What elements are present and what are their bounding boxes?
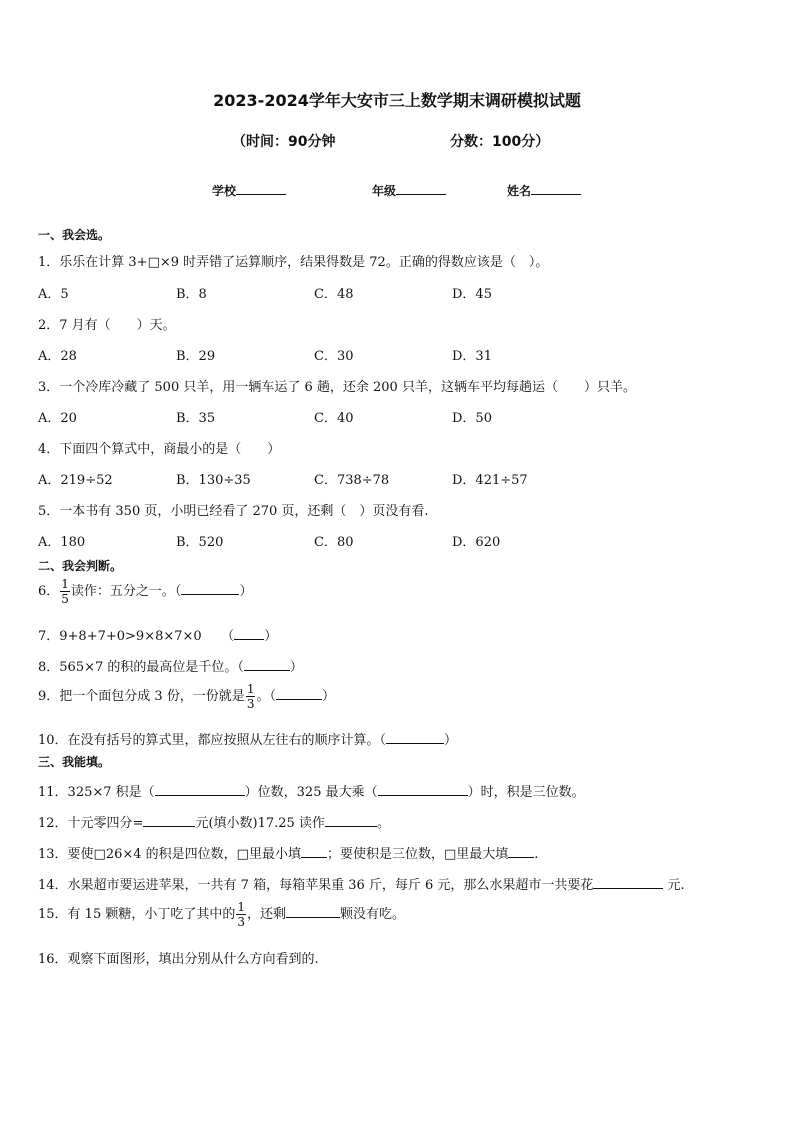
fraction-one-third	[236, 901, 246, 928]
q9-suffix: 。（	[256, 689, 276, 704]
grade-blank[interactable]	[396, 182, 446, 195]
school-field[interactable]	[212, 182, 286, 199]
fraction-numerator: 1	[237, 900, 245, 914]
q6-end: ）	[239, 584, 253, 599]
name-field[interactable]	[507, 182, 581, 199]
q11-answer-blank-1[interactable]	[155, 783, 245, 796]
q14-text-a: 14．水果超市要运进苹果，一共有 7 箱，每箱苹果重 36 斤，每斤 6 元，那么水果超市一共要花	[38, 878, 594, 893]
q4-option-a[interactable]: A．219÷52	[38, 473, 113, 488]
q12-text-c: 。	[376, 816, 390, 831]
q9-end: ）	[321, 689, 335, 704]
fraction-denominator: 3	[237, 915, 245, 929]
q15-text-c: 颗没有吃。	[340, 907, 406, 922]
question-4: 4．下面四个算式中，商最小的是（ ）	[38, 442, 281, 457]
name-label: 姓名	[507, 184, 532, 198]
question-16: 16．观察下面图形，填出分别从什么方向看到的.	[38, 952, 319, 967]
grade-label: 年级	[372, 184, 397, 198]
exam-time: （时间：90分钟	[232, 134, 336, 150]
q5-option-d[interactable]: D．620	[452, 535, 501, 550]
question-14	[38, 874, 685, 893]
grade-field[interactable]	[372, 182, 446, 199]
question-10	[38, 729, 457, 748]
q12-answer-blank-1[interactable]	[143, 814, 195, 827]
q2-option-d[interactable]: D．31	[452, 349, 492, 364]
q11-text-b: ）位数，325 最大乘（	[244, 785, 378, 800]
q12-text-b: 元(填小数)17.25 读作	[195, 816, 325, 831]
q6-answer-blank[interactable]	[181, 582, 239, 595]
section-heading-judge: 二、我会判断。	[38, 559, 123, 573]
fraction-one-fifth	[60, 578, 70, 605]
q7-end: ）	[264, 629, 278, 644]
q2-option-a[interactable]: A．28	[38, 349, 77, 364]
q11-text-a: 11．325×7 积是（	[38, 785, 155, 800]
question-1: 1．乐乐在计算 3+□×9 时弄错了运算顺序，结果得数是 72。正确的得数应该是（ ）。	[38, 255, 549, 270]
q13-text-c: .	[534, 847, 539, 862]
question-3: 3．一个冷库冷藏了 500 只羊，用一辆车运了 6 趟，还余 200 只羊，这辆车平均每趟运（ ）只羊。	[38, 380, 636, 395]
q12-answer-blank-2[interactable]	[325, 814, 377, 827]
q12-text-a: 12．十元零四分=	[38, 816, 144, 831]
fraction-numerator: 1	[61, 577, 69, 591]
question-6	[38, 578, 252, 605]
q7-answer-blank[interactable]	[234, 627, 264, 640]
question-7	[38, 625, 277, 644]
section-heading-fill: 三、我能填。	[38, 755, 111, 769]
q8-text: 8．565×7 的积的最高位是千位。（	[38, 660, 244, 675]
q3-option-c[interactable]: C．40	[314, 411, 354, 426]
q9-answer-blank[interactable]	[276, 687, 322, 700]
q7-text: 7．9+8+7+0>9×8×7×0 （	[38, 629, 235, 644]
q13-text-b: ；要使积是三位数，□里最大填	[326, 847, 509, 862]
q5-option-b[interactable]: B．520	[176, 535, 224, 550]
q15-text-a: 15．有 15 颗糖，小丁吃了其中的	[38, 907, 236, 922]
q1-option-a[interactable]: A．5	[38, 287, 69, 302]
fraction-denominator: 3	[246, 697, 255, 711]
q11-answer-blank-2[interactable]	[378, 783, 468, 796]
q13-answer-blank-2[interactable]	[508, 845, 534, 858]
q8-end: ）	[289, 660, 303, 675]
q13-answer-blank-1[interactable]	[301, 845, 327, 858]
question-13	[38, 843, 538, 862]
q4-option-b[interactable]: B．130÷35	[176, 473, 251, 488]
question-8	[38, 656, 303, 675]
q4-option-c[interactable]: C．738÷78	[314, 473, 390, 488]
q14-text-b: 元.	[663, 878, 685, 893]
q4-option-d[interactable]: D．421÷57	[452, 473, 528, 488]
page-title: 2023-2024学年大安市三上数学期末调研模拟试题	[213, 91, 581, 110]
q3-option-d[interactable]: D．50	[452, 411, 492, 426]
q5-option-a[interactable]: A．180	[38, 535, 86, 550]
school-label: 学校	[212, 184, 237, 198]
q2-option-b[interactable]: B．29	[176, 349, 216, 364]
name-blank[interactable]	[531, 182, 581, 195]
question-5: 5．一本书有 350 页，小明已经看了 270 页，还剩（ ）页没有看.	[38, 504, 429, 519]
q6-prefix: 6．	[38, 584, 60, 599]
q3-option-a[interactable]: A．20	[38, 411, 77, 426]
q2-option-c[interactable]: C．30	[314, 349, 354, 364]
school-blank[interactable]	[236, 182, 286, 195]
q14-answer-blank[interactable]	[593, 876, 663, 889]
q5-option-c[interactable]: C．80	[314, 535, 354, 550]
q3-option-b[interactable]: B．35	[176, 411, 216, 426]
question-11	[38, 781, 585, 800]
q8-answer-blank[interactable]	[244, 658, 290, 671]
question-2: 2．7 月有（ ）天。	[38, 318, 176, 333]
question-9	[38, 683, 335, 710]
question-15	[38, 901, 405, 928]
q10-text: 10．在没有括号的算式里，都应按照从左往右的顺序计算。（	[38, 733, 387, 748]
q15-answer-blank[interactable]	[286, 905, 340, 918]
q1-option-c[interactable]: C．48	[314, 287, 354, 302]
q10-end: ）	[444, 733, 458, 748]
section-heading-choice: 一、我会选。	[38, 228, 111, 242]
q11-text-c: ）时，积是三位数。	[467, 785, 585, 800]
q10-answer-blank[interactable]	[386, 731, 444, 744]
fraction-one-third	[246, 683, 256, 710]
fraction-denominator: 5	[61, 592, 69, 606]
exam-score: 分数：100分）	[450, 134, 550, 150]
q1-option-d[interactable]: D．45	[452, 287, 492, 302]
fraction-numerator: 1	[246, 682, 255, 696]
question-12	[38, 812, 390, 831]
q1-option-b[interactable]: B．8	[176, 287, 207, 302]
q15-text-b: ，还剩	[247, 907, 287, 922]
q9-text: 9．把一个面包分成 3 份，一份就是	[38, 689, 245, 704]
q6-text: 读作：五分之一。（	[70, 584, 182, 599]
q13-text-a: 13．要使□26×4 的积是四位数，□里最小填	[38, 847, 301, 862]
